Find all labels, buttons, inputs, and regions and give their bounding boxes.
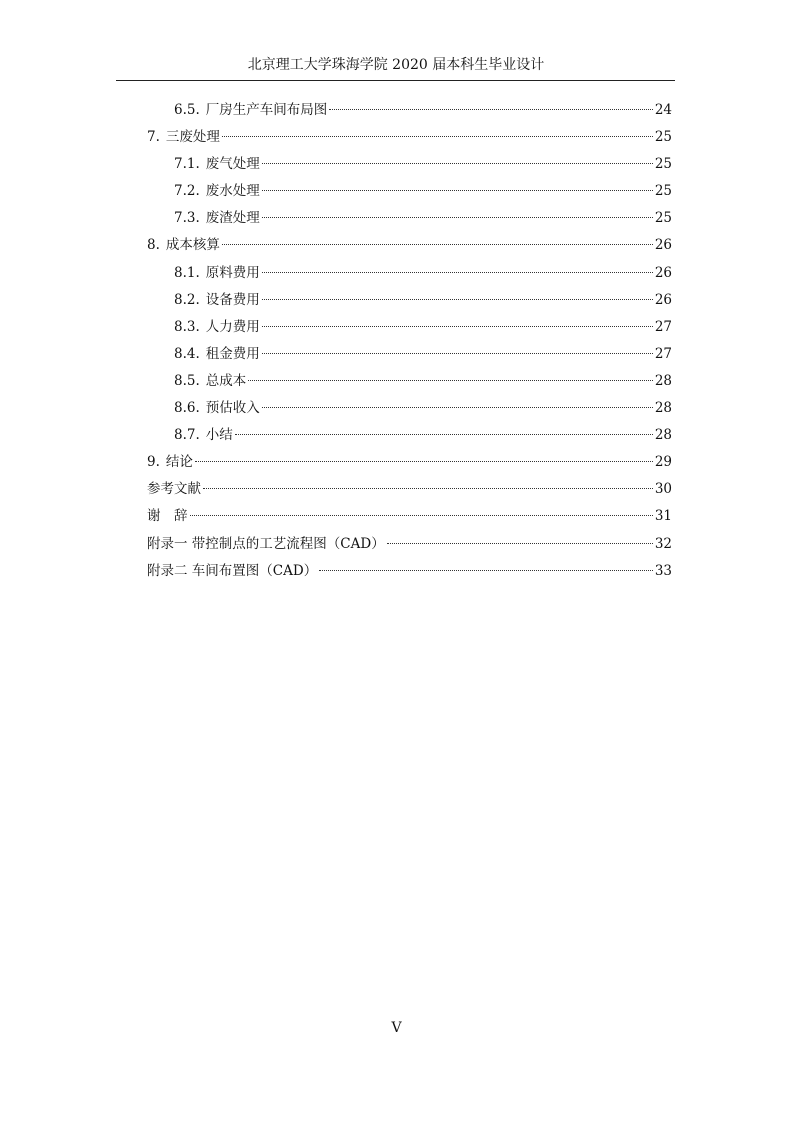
toc-dot-leader bbox=[262, 217, 653, 218]
page-number: V bbox=[391, 1020, 402, 1036]
toc-entry-page: 26 bbox=[654, 291, 672, 308]
toc-entry-number: 8.3. bbox=[174, 318, 200, 335]
toc-entry[interactable] bbox=[147, 100, 672, 127]
toc-entry-title: 结论 bbox=[165, 454, 193, 471]
toc-dot-leader bbox=[190, 515, 653, 516]
toc-entry-page: 25 bbox=[654, 183, 672, 200]
toc-entry-title: 人力费用 bbox=[205, 318, 260, 335]
toc-entry[interactable] bbox=[147, 344, 672, 371]
toc-entry-title: 废水处理 bbox=[205, 183, 260, 200]
toc-entry[interactable] bbox=[147, 181, 672, 208]
toc-dot-leader bbox=[222, 136, 653, 137]
toc-entry[interactable] bbox=[147, 290, 672, 317]
toc-entry-page: 31 bbox=[654, 508, 672, 525]
toc-entry-number: 7.1. bbox=[174, 156, 200, 173]
toc-entry-number: 9. bbox=[147, 454, 160, 471]
toc-entry-title: 废气处理 bbox=[205, 156, 260, 173]
toc-entry[interactable] bbox=[147, 506, 672, 533]
toc-entry-title: 总成本 bbox=[205, 372, 247, 389]
toc-dot-leader bbox=[262, 272, 653, 273]
toc-dot-leader bbox=[262, 326, 653, 327]
toc-entry-page: 29 bbox=[654, 454, 672, 471]
toc-entry[interactable] bbox=[147, 235, 672, 262]
toc-dot-leader bbox=[262, 190, 653, 191]
toc-entry-title: 厂房生产车间布局图 bbox=[205, 102, 328, 118]
toc-entry-number: 7.3. bbox=[174, 210, 200, 227]
toc-entry-title: 预估收入 bbox=[205, 400, 260, 417]
toc-entry-number: 7.2. bbox=[174, 183, 200, 200]
toc-entry[interactable] bbox=[147, 317, 672, 344]
toc-dot-leader bbox=[235, 434, 653, 435]
toc-entry-number: 6.5. bbox=[174, 102, 200, 118]
toc-entry-page: 25 bbox=[654, 129, 672, 146]
toc-entry[interactable] bbox=[147, 154, 672, 181]
toc-dot-leader bbox=[387, 543, 653, 544]
toc-entry-number: 8. bbox=[147, 237, 160, 254]
toc-dot-leader bbox=[262, 353, 653, 354]
toc-entry-page: 26 bbox=[654, 264, 672, 281]
toc-dot-leader bbox=[329, 109, 653, 110]
toc-entry-title: 原料费用 bbox=[205, 264, 260, 281]
toc-entry-number: 7. bbox=[147, 129, 160, 146]
toc-entry[interactable] bbox=[147, 452, 672, 479]
toc-entry-page: 28 bbox=[654, 427, 672, 444]
toc-entry[interactable] bbox=[147, 371, 672, 398]
toc-entry-page: 25 bbox=[654, 156, 672, 173]
toc-dot-leader bbox=[262, 407, 653, 408]
toc-entry-page: 32 bbox=[654, 535, 672, 552]
toc-dot-leader bbox=[222, 244, 653, 245]
toc-entry-title: 小结 bbox=[205, 427, 233, 444]
toc-dot-leader bbox=[262, 299, 653, 300]
toc-entry[interactable] bbox=[147, 425, 672, 452]
toc-entry-number: 8.2. bbox=[174, 291, 200, 308]
toc-entry[interactable] bbox=[147, 561, 672, 588]
toc-dot-leader bbox=[262, 163, 653, 164]
toc-entry[interactable] bbox=[147, 534, 672, 561]
toc-entry-number: 8.5. bbox=[174, 372, 200, 389]
toc-entry-page: 27 bbox=[654, 345, 672, 362]
toc-dot-leader bbox=[203, 488, 653, 489]
toc-entry-page: 33 bbox=[654, 562, 672, 579]
toc-entry-number: 8.7. bbox=[174, 427, 200, 444]
toc-entry-page: 27 bbox=[654, 318, 672, 335]
toc-entry-title: 成本核算 bbox=[165, 237, 220, 254]
toc-entry-number: 8.1. bbox=[174, 264, 200, 281]
toc-entry-page: 30 bbox=[654, 481, 672, 498]
toc-entry-page: 28 bbox=[654, 400, 672, 417]
toc-entry-page: 28 bbox=[654, 372, 672, 389]
toc-entry-page: 24 bbox=[654, 102, 672, 118]
toc-entry-title: 附录一 带控制点的工艺流程图（CAD） bbox=[147, 535, 385, 552]
toc-entry-title: 废渣处理 bbox=[205, 210, 260, 227]
toc-entry[interactable] bbox=[147, 263, 672, 290]
toc-entry-page: 26 bbox=[654, 237, 672, 254]
toc-dot-leader bbox=[319, 570, 653, 571]
toc-entry[interactable] bbox=[147, 398, 672, 425]
toc-entry-number: 8.4. bbox=[174, 345, 200, 362]
toc-entry-number: 8.6. bbox=[174, 400, 200, 417]
table-of-contents bbox=[147, 100, 672, 588]
toc-dot-leader bbox=[195, 461, 653, 462]
toc-entry[interactable] bbox=[147, 479, 672, 506]
toc-entry-title: 设备费用 bbox=[205, 291, 260, 308]
toc-entry-title: 三废处理 bbox=[165, 129, 220, 146]
toc-entry-title: 附录二 车间布置图（CAD） bbox=[147, 562, 318, 579]
header-divider bbox=[116, 80, 675, 81]
toc-entry-page: 25 bbox=[654, 210, 672, 227]
toc-entry-title: 参考文献 bbox=[147, 481, 201, 498]
toc-entry-title: 谢 辞 bbox=[147, 508, 188, 525]
toc-entry[interactable] bbox=[147, 127, 672, 154]
toc-dot-leader bbox=[248, 380, 653, 381]
page-header: 北京理工大学珠海学院 2020 届本科生毕业设计 bbox=[247, 57, 545, 73]
toc-entry[interactable] bbox=[147, 208, 672, 235]
toc-entry-title: 租金费用 bbox=[205, 345, 260, 362]
